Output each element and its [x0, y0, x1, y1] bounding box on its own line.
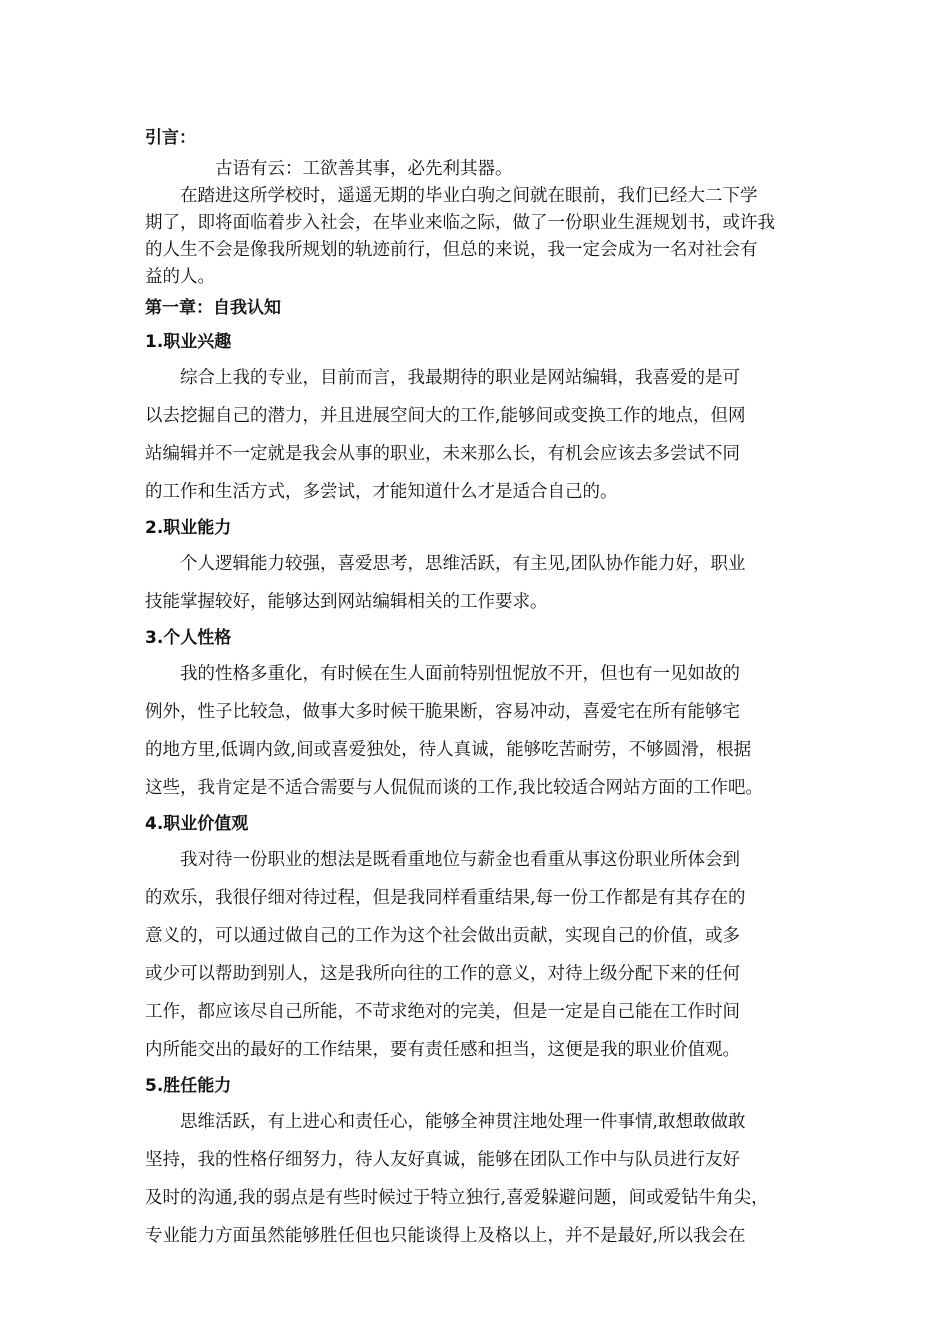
- section-paragraph-2: [145, 545, 810, 621]
- text-line: 坚持，我的性格仔细努力，待人友好真诚，能够在团队工作中与队员进行友好: [145, 1150, 740, 1170]
- text-line: 在踏进这所学校时，遥遥无期的毕业白驹之间就在眼前，我们已经大二下学: [180, 186, 758, 206]
- text-line: 古语有云：工欲善其事，必先利其器。: [215, 159, 513, 179]
- text-line: 意义的，可以通过做自己的工作为这个社会做出贡献，实现自己的价值，或多: [145, 926, 740, 946]
- section-paragraph-5: [145, 1103, 810, 1255]
- text-line: 思维活跃，有上进心和责任心，能够全神贯注地处理一件事情,敢想敢做敢: [180, 1112, 746, 1132]
- section-heading-1: 1.职业兴趣: [145, 332, 232, 352]
- text-line: 内所能交出的最好的工作结果，要有责任感和担当，这便是我的职业价值观。: [145, 1040, 740, 1060]
- text-line: 我的性格多重化，有时候在生人面前特别忸怩放不开，但也有一见如故的: [180, 664, 740, 684]
- intro-heading: 引言：: [145, 128, 196, 148]
- section-heading-4: 4.职业价值观: [145, 814, 249, 834]
- text-line: 期了，即将面临着步入社会，在毕业来临之际，做了一份职业生涯规划书，或许我: [145, 213, 775, 233]
- text-line: 综合上我的专业，目前而言，我最期待的职业是网站编辑，我喜爱的是可: [180, 368, 740, 388]
- section-heading-2: 2.职业能力: [145, 518, 232, 538]
- text-line: 专业能力方面虽然能够胜任但也只能谈得上及格以上，并不是最好,所以我会在: [145, 1226, 746, 1246]
- text-line: 个人逻辑能力较强，喜爱思考，思维活跃，有主见,团队协作能力好，职业: [180, 554, 746, 574]
- chapter-heading: 第一章：自我认知: [145, 298, 281, 318]
- text-line: 益的人。: [145, 267, 215, 287]
- section-paragraph-1: [145, 359, 810, 511]
- document-page: [145, 120, 810, 1255]
- intro-paragraph-2: [145, 183, 810, 291]
- text-line: 及时的沟通,我的弱点是有些时候过于特立独行,喜爱躲避问题，间或爱钻牛角尖，: [145, 1188, 769, 1208]
- text-line: 的工作和生活方式，多尝试，才能知道什么才是适合自己的。: [145, 482, 618, 502]
- text-line: 以去挖掘自己的潜力，并且进展空间大的工作,能够间或变换工作的地点，但网: [145, 406, 746, 426]
- text-line: 的欢乐，我很仔细对待过程，但是我同样看重结果,每一份工作都是有其存在的: [145, 888, 746, 908]
- intro-paragraph-1: [145, 156, 810, 183]
- text-line: 例外，性子比较急，做事大多时候干脆果断，容易冲动，喜爱宅在所有能够宅: [145, 702, 740, 722]
- text-line: 的地方里,低调内敛,间或喜爱独处，待人真诚，能够吃苦耐劳，不够圆滑，根据: [145, 740, 752, 760]
- section-heading-3: 3.个人性格: [145, 628, 232, 648]
- section-paragraph-3: [145, 655, 810, 807]
- section-heading-5: 5.胜任能力: [145, 1076, 232, 1096]
- section-paragraph-4: [145, 841, 810, 1069]
- text-line: 站编辑并不一定就是我会从事的职业，未来那么长，有机会应该去多尝试不同: [145, 444, 740, 464]
- text-line: 的人生不会是像我所规划的轨迹前行，但总的来说，我一定会成为一名对社会有: [145, 240, 758, 260]
- text-line: 工作，都应该尽自己所能，不苛求绝对的完美，但是一定是自己能在工作时间: [145, 1002, 740, 1022]
- text-line: 技能掌握较好，能够达到网站编辑相关的工作要求。: [145, 592, 548, 612]
- text-line: 这些，我肯定是不适合需要与人侃侃而谈的工作,我比较适合网站方面的工作吧。: [145, 778, 764, 798]
- text-line: 我对待一份职业的想法是既看重地位与薪金也看重从事这份职业所体会到: [180, 850, 740, 870]
- text-line: 或少可以帮助到别人，这是我所向往的工作的意义，对待上级分配下来的任何: [145, 964, 740, 984]
